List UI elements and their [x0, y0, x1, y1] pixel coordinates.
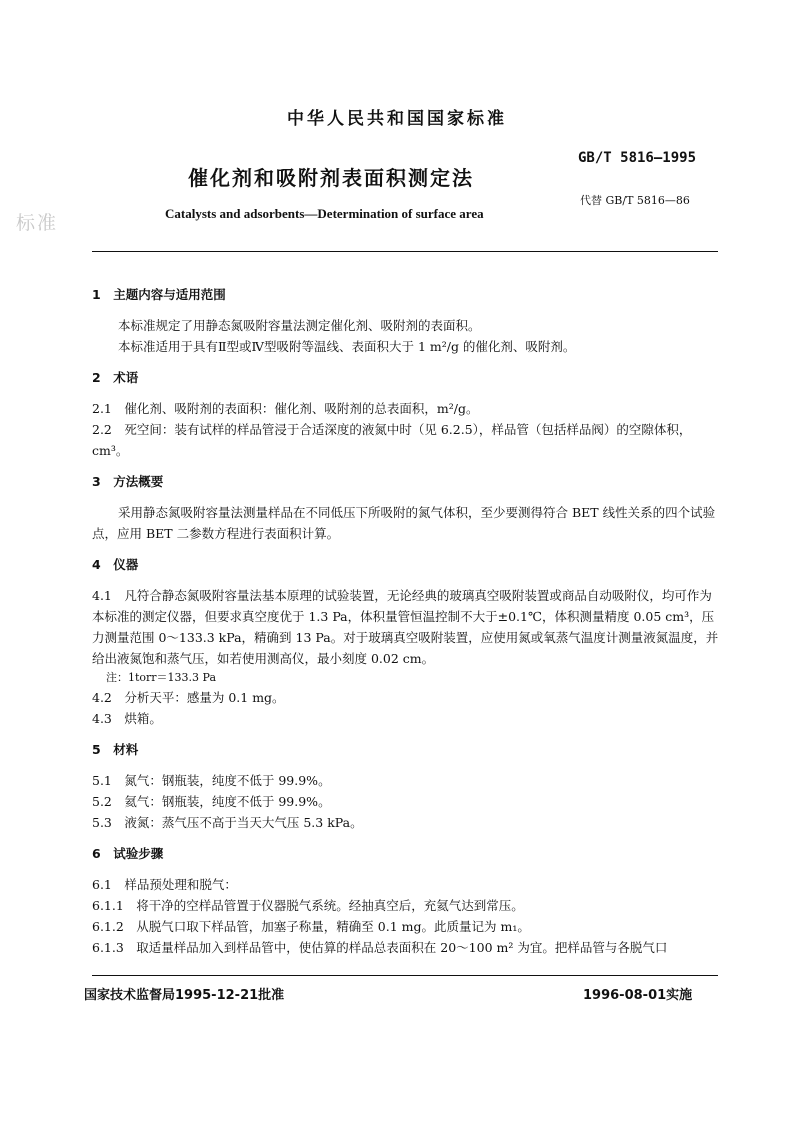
- national-standard-heading: 中华人民共和国国家标准: [287, 109, 507, 129]
- section-1-paragraph: 本标准适用于具有Ⅱ型或Ⅳ型吸附等温线、表面积大于 1 m²/g 的催化剂、吸附剂。: [118, 339, 576, 354]
- clause-2-1: 2.1 催化剂、吸附剂的表面积：催化剂、吸附剂的总表面积，m²/g。: [92, 401, 479, 416]
- approval-date: 国家技术监督局1995-12-21批准: [84, 988, 285, 1003]
- section-3-heading: 3 方法概要: [92, 474, 164, 489]
- clause-2-2: 2.2 死空间：装有试样的样品管浸于合适深度的液氮中时（见 6.2.5），样品管（包括样品阀）的空隙体积，cm³。: [92, 422, 692, 458]
- document-title-cn: 催化剂和吸附剂表面积测定法: [188, 166, 474, 190]
- clause-5-3: 5.3 液氮：蒸气压不高于当天大气压 5.3 kPa。: [92, 815, 363, 830]
- section-5-heading: 5 材料: [92, 742, 139, 757]
- watermark-text: 标准: [16, 212, 59, 234]
- clause-4-1-note: 注：1torr＝133.3 Pa: [106, 671, 217, 684]
- clause-4-2: 4.2 分析天平：感量为 0.1 mg。: [92, 690, 285, 705]
- clause-5-1: 5.1 氮气：钢瓶装，纯度不低于 99.9%。: [92, 773, 331, 788]
- standard-number: GB/T 5816—1995: [578, 150, 697, 166]
- section-3-paragraph: 采用静态氮吸附容量法测量样品在不同低压下所吸附的氮气体积，至少要测得符合 BET 线性关系的四个试验点，应用 BET 二参数方程进行表面积计算。: [92, 505, 716, 541]
- footer-divider: [92, 975, 718, 976]
- document-title-en: Catalysts and adsorbents—Determination of surface area: [165, 206, 484, 221]
- clause-6-1-1: 6.1.1 将干净的空样品管置于仪器脱气系统。经抽真空后，充氦气达到常压。: [92, 898, 524, 913]
- clause-5-2: 5.2 氦气：钢瓶装，纯度不低于 99.9%。: [92, 794, 331, 809]
- section-4-heading: 4 仪器: [92, 557, 139, 572]
- clause-4-3: 4.3 烘箱。: [92, 711, 162, 726]
- section-1-heading: 1 主题内容与适用范围: [92, 287, 226, 302]
- document-body: [92, 284, 724, 958]
- clause-6-1-3: 6.1.3 取适量样品加入到样品管中，使估算的样品总表面积在 20～100 m² 为宜。把样品管与各脱气口: [92, 940, 668, 955]
- clause-6-1-2: 6.1.2 从脱气口取下样品管，加塞子称量，精确至 0.1 mg。此质量记为 m₁。: [92, 919, 530, 934]
- clause-4-1: 4.1 凡符合静态氮吸附容量法基本原理的试验装置，无论经典的玻璃真空吸附装置或商品自动吸附仪，均可作为本标准的测定仪器，但要求真空度优于 1.3 Pa，体积量管恒温控制不大于±0.1℃，体积测量精度 0.05 cm³，压力测量范围 0～133.3 kPa，精确到 13 Pa。对于玻璃真空吸附装置，应使用氮或氧蒸气温度计测量液氮温度，并给出液氮饱和蒸气压，如若使用测高仪，最小刻度 0.02 cm。: [92, 588, 719, 666]
- section-1-paragraph: 本标准规定了用静态氮吸附容量法测定催化剂、吸附剂的表面积。: [118, 318, 481, 333]
- replaces-note: 代替 GB/T 5816—86: [580, 194, 690, 207]
- section-2-heading: 2 术语: [92, 370, 139, 385]
- clause-6-1: 6.1 样品预处理和脱气：: [92, 877, 237, 892]
- section-6-heading: 6 试验步骤: [92, 846, 164, 861]
- header-divider: [92, 251, 718, 252]
- implementation-date: 1996-08-01实施: [583, 988, 693, 1003]
